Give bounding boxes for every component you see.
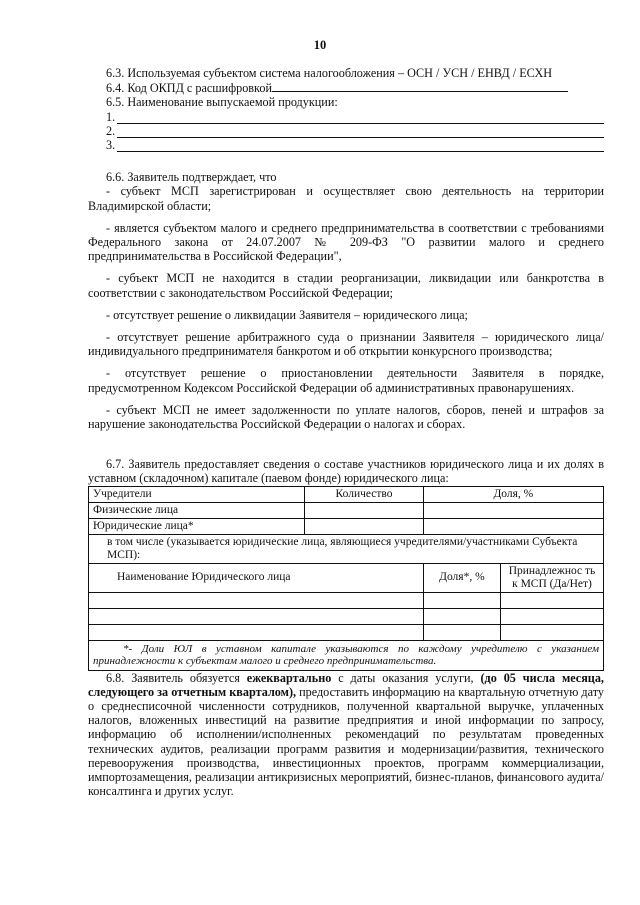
table-row [89, 624, 604, 640]
table-row [89, 518, 604, 534]
obligation-bold: (до 05 числа месяца, следующего за отчетным кварталом), [88, 670, 604, 699]
sub-caption: в том числе (указывается юридические лица, являющиеся учредителями/участниками Субъекта МСП): [89, 534, 604, 563]
obligation-text: 6.8. Заявитель обязуется [106, 670, 247, 685]
table-header: Доля*, % [423, 563, 500, 592]
table-cell[interactable] [305, 502, 423, 518]
obligation-text: с даты оказания услуги, [331, 670, 481, 685]
product-input-line[interactable] [117, 111, 604, 124]
table-row [89, 502, 604, 518]
product-line-1[interactable] [88, 110, 604, 124]
product-input-line[interactable] [117, 125, 604, 138]
table-cell[interactable] [89, 608, 424, 624]
confirm-item: - отсутствует решение о приостановлении деятельности Заявителя в порядке, предусмотренном Кодексом Российской Федерации об административных правонарушениях. [88, 366, 604, 395]
okpd-item [88, 80, 604, 95]
page-number: 10 [313, 38, 327, 52]
table-header: Наименование Юридического лица [89, 563, 424, 592]
confirm-item: - субъект МСП не находится в стадии реорганизации, ликвидации или банкротства в соответствии с законодательством Российской Федерации; [88, 271, 604, 300]
product-input-line[interactable] [117, 139, 604, 152]
document-body [88, 66, 604, 799]
participants-intro: 6.7. Заявитель предоставляет сведения о составе участников юридического лица и их долях в уставном (складочном) капитале (паевом фонде) юридического лица: [88, 457, 604, 486]
product-line-number: 3. [106, 138, 116, 153]
obligation-bold: ежеквартально [246, 670, 332, 685]
row-label: Юридические лица* [89, 518, 305, 534]
table-cell[interactable] [423, 624, 500, 640]
legal-entities-table [88, 563, 604, 671]
table-header: Учредители [89, 486, 305, 502]
table-header: Количество [305, 486, 423, 502]
confirm-item: - отсутствует решение арбитражного суда о признании Заявителя – юридического лица/индивидуального предпринимателя банкротом и об открытии конкурсного производства; [88, 330, 604, 359]
table-cell[interactable] [501, 592, 604, 608]
table-header-row [89, 486, 604, 502]
confirm-heading: 6.6. Заявитель подтверждает, что [106, 170, 277, 185]
product-line-number: 2. [106, 123, 116, 138]
obligation-text: предоставить информацию на квартальную отчетную дату о среднесписочной численности сотрудников, полученной квартальной выручке, уплаченных налогов, вложенных инвестиций на развитие предприятия и иной информации по запросу, информацию об исполнении/исполненных рекомендаций по результатам проведенных технических аудитов, реализации программ развития и модернизации/развития, технического перевооружения производства, инвестиционных проектов, программ коммерциализации, импортозамещения, реализации антикризисных мероприятий, бизнес-планов, финансового аудита/консалтинга и других услуг. [88, 684, 604, 799]
table-cell[interactable] [89, 592, 424, 608]
product-line-3[interactable] [88, 138, 604, 152]
table-row [89, 592, 604, 608]
table-cell[interactable] [89, 624, 424, 640]
table-note-row [89, 640, 604, 670]
okpd-input-line[interactable] [272, 80, 568, 92]
reporting-obligation [88, 671, 604, 799]
table-header-row [89, 563, 604, 592]
okpd-label: 6.4. Код ОКПД с расшифровкой [106, 81, 272, 96]
confirm-item: - является субъектом малого и среднего предпринимательства в соответствии с требованиями Федерального закона от 24.07.2007 № 209-ФЗ "О развитии малого и среднего предпринимательства в Российской Федерации", [88, 220, 604, 264]
table-caption-row [89, 534, 604, 563]
table-cell[interactable] [305, 518, 423, 534]
table-cell[interactable] [501, 624, 604, 640]
table-cell[interactable] [501, 608, 604, 624]
confirm-item: - субъект МСП зарегистрирован и осуществляет свою деятельность на территории Владимирской области; [88, 184, 604, 213]
row-label: Физические лица [89, 502, 305, 518]
participants-table [88, 486, 604, 564]
table-cell[interactable] [423, 518, 603, 534]
tax-system-item: 6.3. Используемая субъектом система налогообложения – ОСН / УСН / ЕНВД / ЕСХН [106, 66, 553, 80]
product-heading: 6.5. Наименование выпускаемой продукции: [106, 95, 338, 110]
table-cell[interactable] [423, 592, 500, 608]
confirm-item: - субъект МСП не имеет задолженности по уплате налогов, сборов, пеней и штрафов за нарушение законодательства Российской Федерации о налогах и сборах. [88, 402, 604, 432]
table-cell[interactable] [423, 608, 500, 624]
table-header: Доля, % [423, 486, 603, 502]
table-footnote: *- Доли ЮЛ в уставном капитале указываются по каждому учредителю с указанием принадлежности к субъектам малого и среднего предпринимательства. [89, 640, 604, 670]
product-line-number: 1. [106, 109, 116, 124]
table-row [89, 608, 604, 624]
table-cell[interactable] [423, 502, 603, 518]
table-header: Принадлежнос ть к МСП (Да/Нет) [501, 563, 604, 592]
confirm-item: - отсутствует решение о ликвидации Заявителя – юридического лица; [106, 307, 468, 322]
product-line-2[interactable] [88, 124, 604, 138]
